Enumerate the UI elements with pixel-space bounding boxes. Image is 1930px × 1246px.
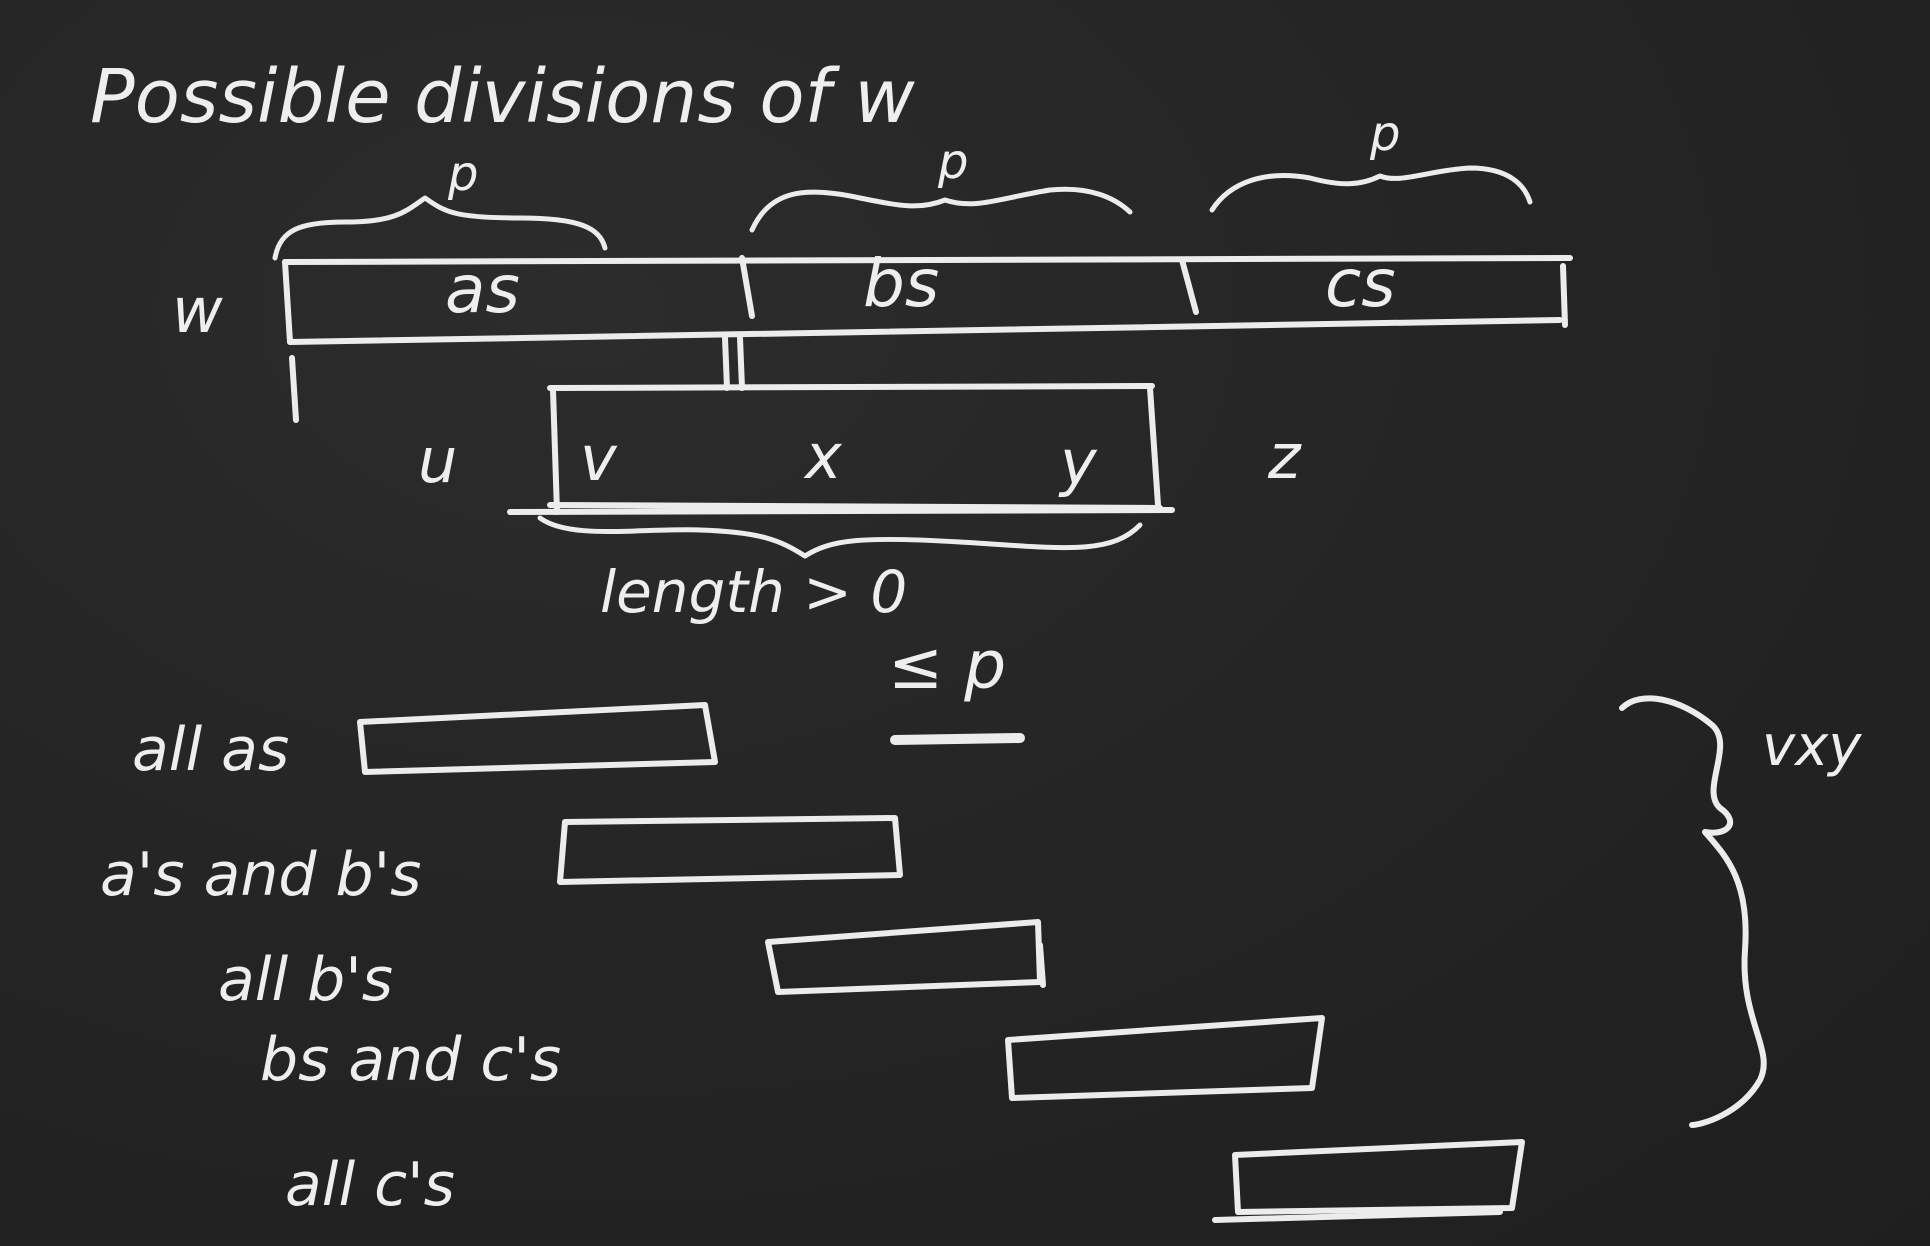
- split-u: u: [418, 424, 458, 497]
- case-box-all-cs: [1215, 1142, 1522, 1220]
- case-boxes: [360, 705, 1522, 1220]
- split-v: v: [580, 422, 617, 495]
- case-box-all-bs: [768, 922, 1043, 992]
- segment-as: as: [445, 251, 520, 328]
- case-label-as-and-bs: a's and b's: [100, 840, 422, 910]
- case-label-all-as: all as: [132, 715, 290, 785]
- brace-label-cs: p: [1370, 106, 1401, 162]
- title-text: Possible divisions of w: [90, 54, 915, 140]
- split-y: y: [1060, 426, 1097, 499]
- segment-bs: bs: [863, 245, 940, 322]
- case-label-all-bs: all b's: [218, 945, 394, 1015]
- case-box-bs-and-cs: [1008, 1018, 1322, 1098]
- case-label-all-cs: all c's: [285, 1150, 455, 1220]
- constraint-length: length > 0: [600, 558, 908, 626]
- constraint-underline: [895, 738, 1020, 740]
- vxy-underbrace: [540, 518, 1140, 556]
- segment-cs: cs: [1325, 245, 1396, 322]
- case-label-bs-and-cs: bs and c's: [260, 1025, 562, 1095]
- brace-as: [275, 198, 605, 258]
- split-z: z: [1268, 420, 1301, 493]
- brace-label-as: p: [448, 146, 479, 202]
- brace-label-bs: p: [938, 134, 969, 190]
- constraint-leq-p: ≤ p: [888, 627, 1007, 704]
- cases-brace-label: vxy: [1762, 714, 1862, 779]
- case-box-as-and-bs: [560, 818, 900, 882]
- cases-brace: [1622, 698, 1764, 1125]
- case-box-all-as: [360, 705, 715, 772]
- brace-bs: [752, 189, 1130, 230]
- split-x: x: [805, 420, 842, 493]
- split-ticks: [292, 338, 742, 420]
- brace-cs: [1212, 168, 1530, 210]
- w-label: w: [172, 274, 223, 347]
